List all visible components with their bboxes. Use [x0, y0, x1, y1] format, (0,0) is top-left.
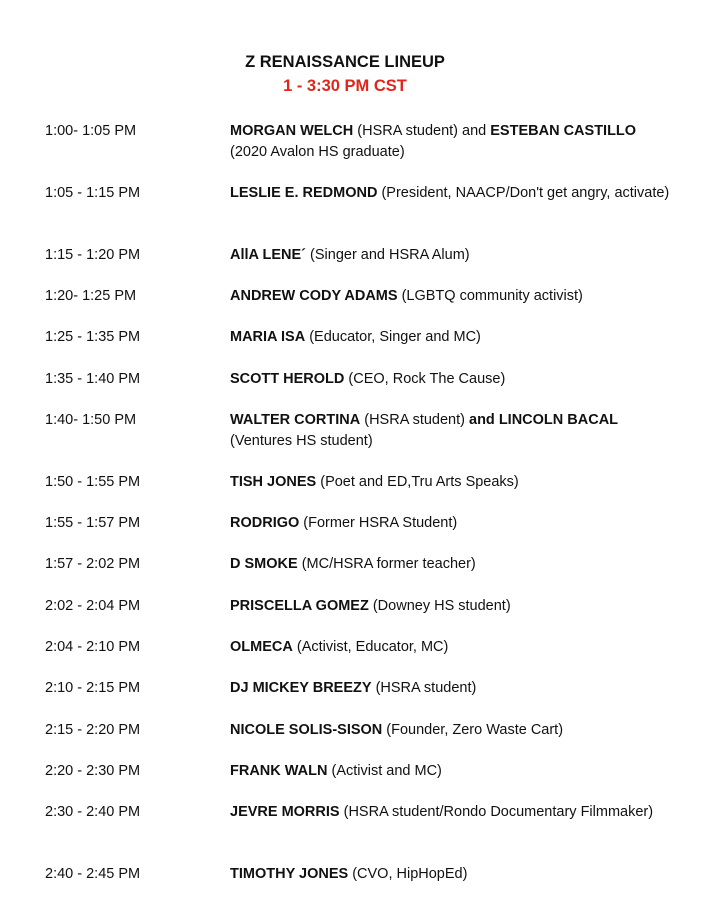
performer-detail: (HSRA student) and — [353, 123, 491, 139]
page-title: Z RENAISSANCE LINEUP — [245, 53, 445, 71]
performer-description — [230, 864, 670, 885]
performer-name: JEVRE MORRIS — [230, 804, 340, 820]
page-subtitle: 1 - 3:30 PM CST — [283, 77, 407, 95]
time-slot: 2:20 - 2:30 PM — [45, 763, 141, 779]
performer-detail: (MC/HSRA former teacher) — [297, 556, 476, 572]
performer-description — [230, 720, 670, 741]
performer-description — [230, 596, 670, 617]
time-slot: 2:10 - 2:15 PM — [45, 680, 141, 696]
performer-detail: (Educator, Singer and MC) — [305, 329, 481, 345]
performer-detail: (President, NAACP/Don't get angry, activate) — [377, 185, 670, 201]
performer-description — [230, 472, 670, 493]
performer-name: LESLIE E. REDMOND — [230, 185, 378, 201]
performer-name: DJ MICKEY BREEZY — [230, 680, 372, 696]
performer-detail: (Founder, Zero Waste Cart) — [382, 722, 564, 738]
performer-name: TISH JONES — [230, 474, 317, 490]
performer-description — [230, 121, 670, 163]
performer-name: ANDREW CODY ADAMS — [230, 288, 398, 304]
time-slot: 2:40 - 2:45 PM — [45, 866, 141, 882]
time-slot: 1:15 - 1:20 PM — [45, 247, 141, 263]
performer-description — [230, 286, 670, 307]
performer-detail: (Downey HS student) — [368, 598, 511, 614]
time-slot: 1:00- 1:05 PM — [45, 123, 137, 139]
performer-name: WALTER CORTINA — [230, 412, 361, 428]
time-slot: 1:35 - 1:40 PM — [45, 371, 141, 387]
performer-name: AllA LENE´ — [230, 247, 306, 263]
performer-name: and LINCOLN BACAL — [469, 412, 619, 428]
performer-description — [230, 513, 670, 534]
performer-description — [230, 554, 670, 575]
performer-description — [230, 327, 670, 348]
performer-detail: (HSRA student) — [371, 680, 477, 696]
performer-detail: (Ventures HS student) — [230, 433, 373, 449]
time-slot: 1:25 - 1:35 PM — [45, 329, 141, 345]
performer-name: ESTEBAN CASTILLO — [490, 123, 637, 139]
performer-detail: (LGBTQ community activist) — [397, 288, 583, 304]
time-slot: 1:20- 1:25 PM — [45, 288, 137, 304]
performer-detail: (HSRA student) — [360, 412, 470, 428]
performer-name: OLMECA — [230, 639, 293, 655]
time-slot: 1:05 - 1:15 PM — [45, 185, 141, 201]
performer-detail: (Activist, Educator, MC) — [292, 639, 449, 655]
performer-detail: (CVO, HipHopEd) — [348, 866, 468, 882]
time-slot: 1:40- 1:50 PM — [45, 412, 137, 428]
performer-description — [230, 637, 670, 658]
time-slot: 1:57 - 2:02 PM — [45, 556, 141, 572]
performer-description — [230, 761, 670, 782]
performer-detail: (CEO, Rock The Cause) — [344, 371, 506, 387]
performer-name: SCOTT HEROLD — [230, 371, 345, 387]
time-slot: 2:30 - 2:40 PM — [45, 804, 141, 820]
performer-description — [230, 410, 670, 452]
performer-description — [230, 245, 670, 266]
performer-detail: (Poet and ED,Tru Arts Speaks) — [316, 474, 519, 490]
performer-description — [230, 183, 670, 204]
time-slot: 2:02 - 2:04 PM — [45, 598, 141, 614]
performer-detail: (Former HSRA Student) — [299, 515, 458, 531]
performer-name: PRISCELLA GOMEZ — [230, 598, 369, 614]
performer-name: NICOLE SOLIS-SISON — [230, 722, 383, 738]
performer-description — [230, 369, 670, 390]
performer-name: RODRIGO — [230, 515, 300, 531]
performer-name: TIMOTHY JONES — [230, 866, 349, 882]
time-slot: 2:04 - 2:10 PM — [45, 639, 141, 655]
performer-name: D SMOKE — [230, 556, 298, 572]
performer-detail: (HSRA student/Rondo Documentary Filmmaker) — [339, 804, 654, 820]
performer-description — [230, 802, 670, 823]
performer-description — [230, 678, 670, 699]
time-slot: 1:55 - 1:57 PM — [45, 515, 141, 531]
performer-detail: (Singer and HSRA Alum) — [306, 247, 470, 263]
performer-name: MARIA ISA — [230, 329, 306, 345]
performer-name: MORGAN WELCH — [230, 123, 354, 139]
performer-detail: (Activist and MC) — [327, 763, 442, 779]
performer-name: FRANK WALN — [230, 763, 328, 779]
time-slot: 2:15 - 2:20 PM — [45, 722, 141, 738]
time-slot: 1:50 - 1:55 PM — [45, 474, 141, 490]
performer-detail: (2020 Avalon HS graduate) — [230, 144, 405, 160]
